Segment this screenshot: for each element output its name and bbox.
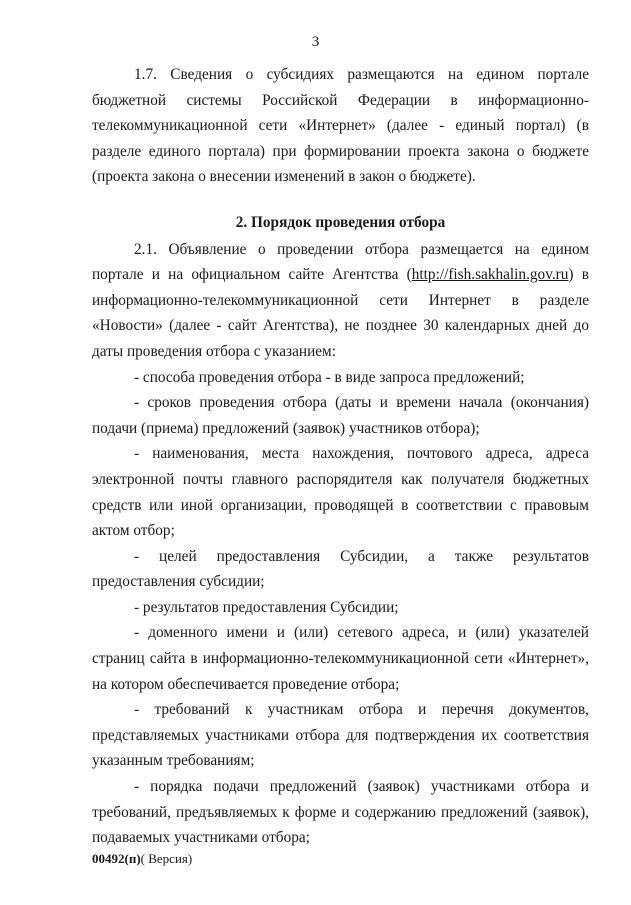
list-item: - наименования, места нахождения, почтового адреса, адреса электронной почты главного распорядителя как получателя бюджетных средств или иной организации, проводящей в соответствии с правовым актом отбор;: [92, 445, 589, 540]
paragraph-2-1-start: 2.1. Объявление о проведении отбора размещается на едином портале и на официальном сайте Агентства (: [92, 240, 589, 284]
paragraph-2-1-end: ) в информационно-телекоммуникационной сети Интернет в разделе «Новости» (далее - сайт Агентства), не позднее 30 календарных дней до даты проведения отбора с указанием:: [92, 266, 589, 360]
list-item: - требований к участникам отбора и перечня документов, представляемых участниками отбора для подтверждения их соответствия указанным требованиям;: [92, 701, 589, 770]
document-code: 00492(п): [92, 851, 141, 866]
document-body: [92, 62, 589, 851]
list-item: - результатов предоставления Субсидии;: [134, 598, 399, 616]
list-item: - способа проведения отбора - в виде запроса предложений;: [134, 368, 525, 386]
document-footer: [92, 851, 192, 867]
document-version: ( Версия): [140, 851, 193, 866]
list-item: - порядка подачи предложений (заявок) участниками отбора и требований, предъявляемых к форме и содержанию предложений (заявок), подаваемых участниками отбора;: [92, 778, 589, 847]
paragraph-1-7: 1.7. Сведения о субсидиях размещаются на едином портале бюджетной системы Российской Федерации в информационно-телекоммуникационной сети «Интернет» (далее - единый портал) (в разделе единого портала) при формировании проекта закона о бюджете (проекта закона о внесении изменений в закон о бюджете).: [92, 66, 589, 186]
paragraph-spacer: [92, 190, 589, 210]
agency-website-link[interactable]: http://fish.sakhalin.gov.ru: [411, 266, 569, 284]
page-number: 3: [311, 34, 320, 50]
list-item: - целей предоставления Субсидии, а также результатов предоставления субсидии;: [92, 547, 589, 591]
list-item: - доменного имени и (или) сетевого адреса, и (или) указателей страниц сайта в информационно-телекоммуникационной сети «Интернет», на котором обеспечивается проведение отбора;: [92, 624, 589, 693]
list-item: - сроков проведения отбора (даты и времени начала (окончания) подачи (приема) предложений (заявок) участников отбора);: [92, 394, 589, 437]
paragraph-2-1: [92, 237, 589, 365]
section-title: 2. Порядок проведения отбора: [235, 213, 446, 231]
